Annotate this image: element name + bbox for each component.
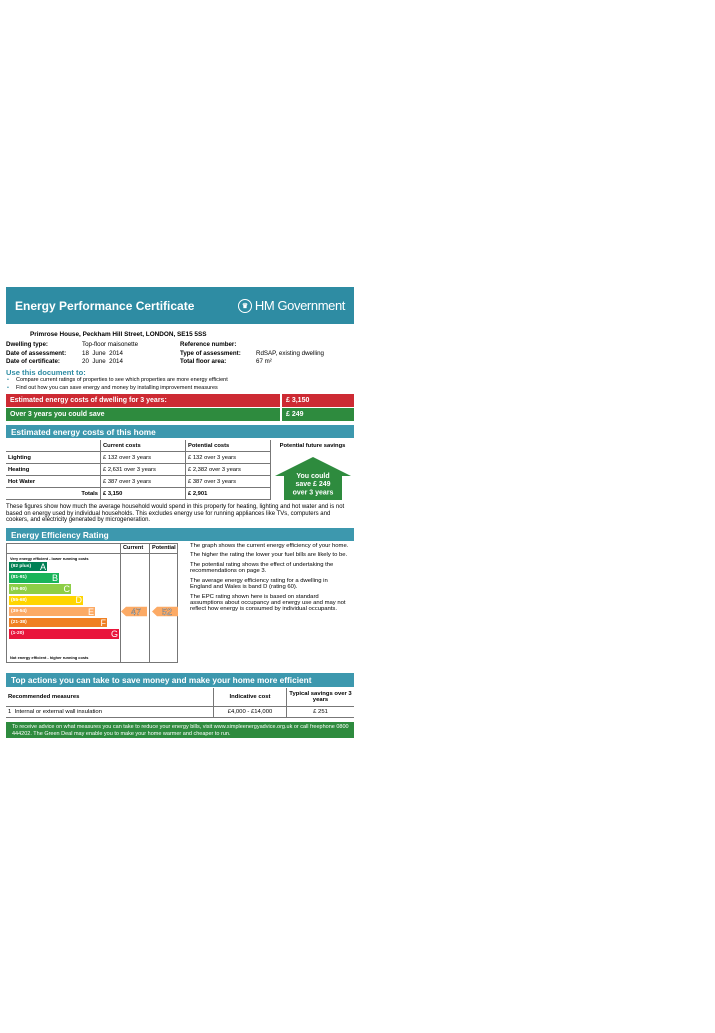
rating-section <box>6 543 354 663</box>
cost-header: Indicative cost <box>214 688 287 707</box>
cost-summary-value: £ 3,150 <box>282 394 354 407</box>
savings-line: You could <box>295 472 330 480</box>
brand-label: HM Government <box>254 298 345 313</box>
current-rating-arrow <box>121 607 147 617</box>
band-letter: C <box>63 584 70 595</box>
row-label: Heating <box>6 464 101 476</box>
band-letter: D <box>75 595 82 606</box>
costs-col-savings: Potential future savings <box>271 440 355 452</box>
use-heading: Use this document to: <box>6 368 86 378</box>
actions-table <box>6 688 354 718</box>
band-range: (21-38) <box>11 620 27 626</box>
potential-rating-arrow-value: 52 <box>161 606 173 617</box>
potential-cost: £ 2,382 over 3 years <box>186 464 271 476</box>
savings-house-icon <box>273 456 353 500</box>
rating-note: The EPC rating shown here is based on standard assumptions about occupancy and energy use and may not reflect how energy is consumed by individual occupants. <box>190 593 346 613</box>
measure-cell <box>6 707 214 718</box>
rating-note: The graph shows the current energy efficiency of your home. <box>190 543 349 550</box>
costs-note: These figures show how much the average household would spend in this property for heating, lighting and hot water and is not based on energy used by individual households. This excludes energy use for running appliances like TVs, computers and cookers, and electricity generated by microgeneration. <box>6 504 345 524</box>
measure-cost: £4,000 - £14,000 <box>214 707 287 718</box>
actions-heading: Top actions you can take to save money and make your home more efficient <box>6 673 354 687</box>
table-row <box>6 707 354 718</box>
band-letter: F <box>100 617 106 628</box>
crest-icon: ♛ <box>238 299 252 313</box>
use-bullet: • Find out how you can save energy and money by installing improvement measures <box>6 385 354 393</box>
current-cost: £ 387 over 3 years <box>101 476 186 488</box>
assessment-date: 18 June 2014 <box>82 349 123 357</box>
costs-col-potential: Potential costs <box>186 440 271 452</box>
assessment-date-label: Date of assessment: <box>6 349 67 357</box>
rating-chart <box>6 543 178 663</box>
rating-note: The higher the rating the lower your fuel bills are likely to be. <box>190 552 348 559</box>
potential-column-header: Potential <box>152 545 176 552</box>
rating-note: The potential rating shows the effect of undertaking the recommendations on page 3. <box>190 561 334 575</box>
potential-cost: £ 132 over 3 years <box>186 452 271 464</box>
savings-summary-bar <box>6 408 354 421</box>
potential-cost: £ 387 over 3 years <box>186 476 271 488</box>
row-label: Lighting <box>6 452 101 464</box>
row-label: Hot Water <box>6 476 101 488</box>
cost-summary-bar <box>6 394 354 407</box>
efficient-note: Very energy efficient - lower running costs <box>10 556 89 562</box>
costs-col-blank <box>6 440 101 452</box>
band-range: (55-68) <box>11 597 27 603</box>
totals-label: Totals <box>6 488 101 500</box>
savings-cell <box>271 452 355 500</box>
band-range: (1-20) <box>11 631 25 637</box>
assessment-type: RdSAP, existing dwelling <box>256 349 324 357</box>
measures-header: Recommended measures <box>6 688 214 707</box>
measure-saving: £ 251 <box>287 707 355 718</box>
band-range: (92 plus) <box>11 564 32 570</box>
measure-number: 1 <box>8 709 12 716</box>
inefficient-note: Not energy efficient - higher running costs <box>10 655 89 661</box>
savings-line: save £ 249 <box>294 480 331 488</box>
costs-col-current: Current costs <box>101 440 186 452</box>
savings-line: over 3 years <box>292 489 333 497</box>
rating-heading: Energy Efficiency Rating <box>6 528 354 541</box>
totals-potential: £ 2,901 <box>186 488 271 500</box>
hm-government-logo <box>238 298 345 313</box>
floor-area: 67 m² <box>256 358 272 366</box>
savings-summary-label: Over 3 years you could save <box>6 408 280 421</box>
table-row <box>6 452 354 464</box>
assessment-type-label: Type of assessment: <box>180 349 241 357</box>
floor-area-label: Total floor area: <box>180 358 227 366</box>
totals-current: £ 3,150 <box>101 488 186 500</box>
property-address: Primrose House, Peckham Hill Street, LONDON, SE15 5SS <box>30 331 207 338</box>
page-title: Energy Performance Certificate <box>15 298 195 313</box>
savings-summary-value: £ 249 <box>282 408 354 421</box>
costs-table <box>6 440 354 500</box>
current-rating-arrow-value: 47 <box>130 606 142 617</box>
dwelling-type-label: Dwelling type: <box>6 341 48 348</box>
dwelling-type: Top-floor maisonette <box>82 341 139 348</box>
property-details <box>6 341 354 367</box>
reference-label: Reference number: <box>180 341 237 348</box>
current-cost: £ 2,631 over 3 years <box>101 464 186 476</box>
current-column-header: Current <box>123 545 144 552</box>
certificate-date-label: Date of certificate: <box>6 358 60 366</box>
advice-footer: To receive advice on what measures you can take to reduce your energy bills, visit www.simpleenergyadvice.org.uk or call freephone 0800 444202. The Green Deal may enable you to make your home warmer and cheaper to run. <box>6 722 354 738</box>
band-letter: G <box>110 628 118 639</box>
header-banner <box>6 287 354 324</box>
rating-note: The average energy efficiency rating for a dwelling in England and Wales is band D (rating 60). <box>190 577 328 591</box>
band-range: (69-80) <box>11 586 27 592</box>
band-range: (39-54) <box>11 609 27 615</box>
savings-header: Typical savings over 3 years <box>287 688 355 707</box>
epc-page <box>6 287 354 738</box>
band-letter: A <box>39 561 46 572</box>
certificate-date: 20 June 2014 <box>82 358 123 366</box>
costs-heading: Estimated energy costs of this home <box>6 425 354 438</box>
current-cost: £ 132 over 3 years <box>101 452 186 464</box>
use-bullet: • Compare current ratings of properties to see which properties are more energy efficient <box>6 377 354 385</box>
rating-notes <box>190 543 350 663</box>
measure-name: Internal or external wall insulation <box>14 709 102 716</box>
cost-summary-label: Estimated energy costs of dwelling for 3 years: <box>6 394 280 407</box>
rating-arrows <box>7 544 178 663</box>
potential-rating-arrow <box>152 607 178 617</box>
band-letter: B <box>51 572 58 583</box>
band-letter: E <box>87 606 94 617</box>
band-range: (81-91) <box>11 575 27 581</box>
